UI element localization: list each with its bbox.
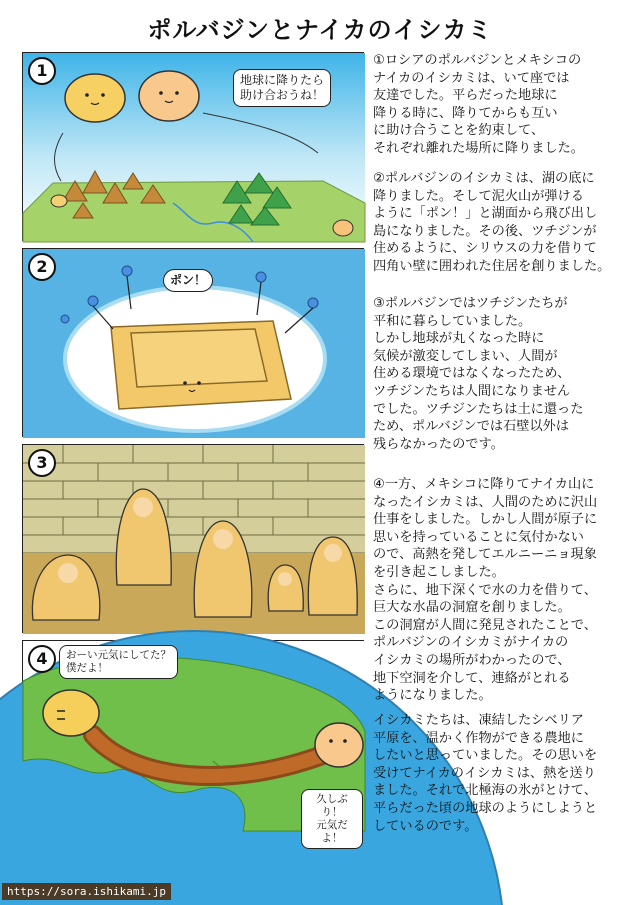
story-paragraph-3: ③ポルバジンではツチジンたちが 平和に暮らしていました。 しかし地球が丸くなった時に 気候が激変してしまい、人間が 住める環境ではなくなったため、 ツチジンたちは人間になりません でした。ツチジンたちは土に還った ため、ポルバジンでは石壁以外は 残らなかったのです。: [373, 296, 584, 452]
story-paragraph-4: ④一方、メキシコに降りてナイカ山に なったイシカミは、人間のために沢山 仕事をしました。しかし人間が原子に 思いを持っていることに気付かない ので、高熱を発してエルニーニョ現象 を引き起こしました。 さらに、地下深くで水の力を借りて、 巨大な水晶の洞窟を創りました。 この洞窟が人間に発見されたことで、 ポルバジンのイシカミがナイカの イシカミの場所がわかったので、 地下空洞を介して、連絡がとれる ようになりました。: [373, 477, 598, 704]
speech-bubble: 地球に降りたら 助け合おうね！: [233, 69, 331, 107]
page-title: ポルバジンとナイカのイシカミ: [147, 16, 493, 44]
comic-panel-1: [22, 52, 364, 241]
panel-number: 4: [28, 645, 56, 673]
story-paragraph-1: ①ロシアのポルバジンとメキシコの ナイカのイシカミは、いて座では 友達でした。平らだった地球に 降りる時に、降りてからも互い に助け合うことを約束して、 それぞれ離れた場所に降りました。: [373, 53, 584, 156]
comic-panel-2: [22, 248, 364, 437]
panel-3-illustration: [23, 445, 365, 634]
panel-number: 1: [28, 57, 56, 85]
site-url[interactable]: https://sora.ishikami.jp: [2, 883, 171, 900]
speech-bubble: ポン！: [163, 269, 213, 292]
story-paragraph-5: イシカミたちは、凍結したシベリア 平原を、温かく作物ができる農地に したいと思っていました。その思いを 受けてナイカのイシカミは、熱を送り ました。それで北極海の氷がとけて、 平らだった頃の地球のようにしようと しているのです。: [373, 713, 598, 834]
comic-panel-3: [22, 444, 364, 633]
speech-bubble: おーい元気にしてた？ 僕だよ！: [59, 645, 178, 679]
comic-panel-4: [22, 640, 364, 844]
story-paragraph-2: ②ポルバジンのイシカミは、湖の底に 降りました。そして泥火山が弾ける ように「ポン！」と湖面から飛び出し 島になりました。その後、ツチジンが 住めるように、シリウスの力を借りて 四角い壁に囲われた住居を創りました。: [373, 171, 611, 274]
speech-bubble: 久しぶり！ 元気だよ！: [301, 789, 363, 849]
panel-number: 3: [28, 449, 56, 477]
panel-number: 2: [28, 253, 56, 281]
